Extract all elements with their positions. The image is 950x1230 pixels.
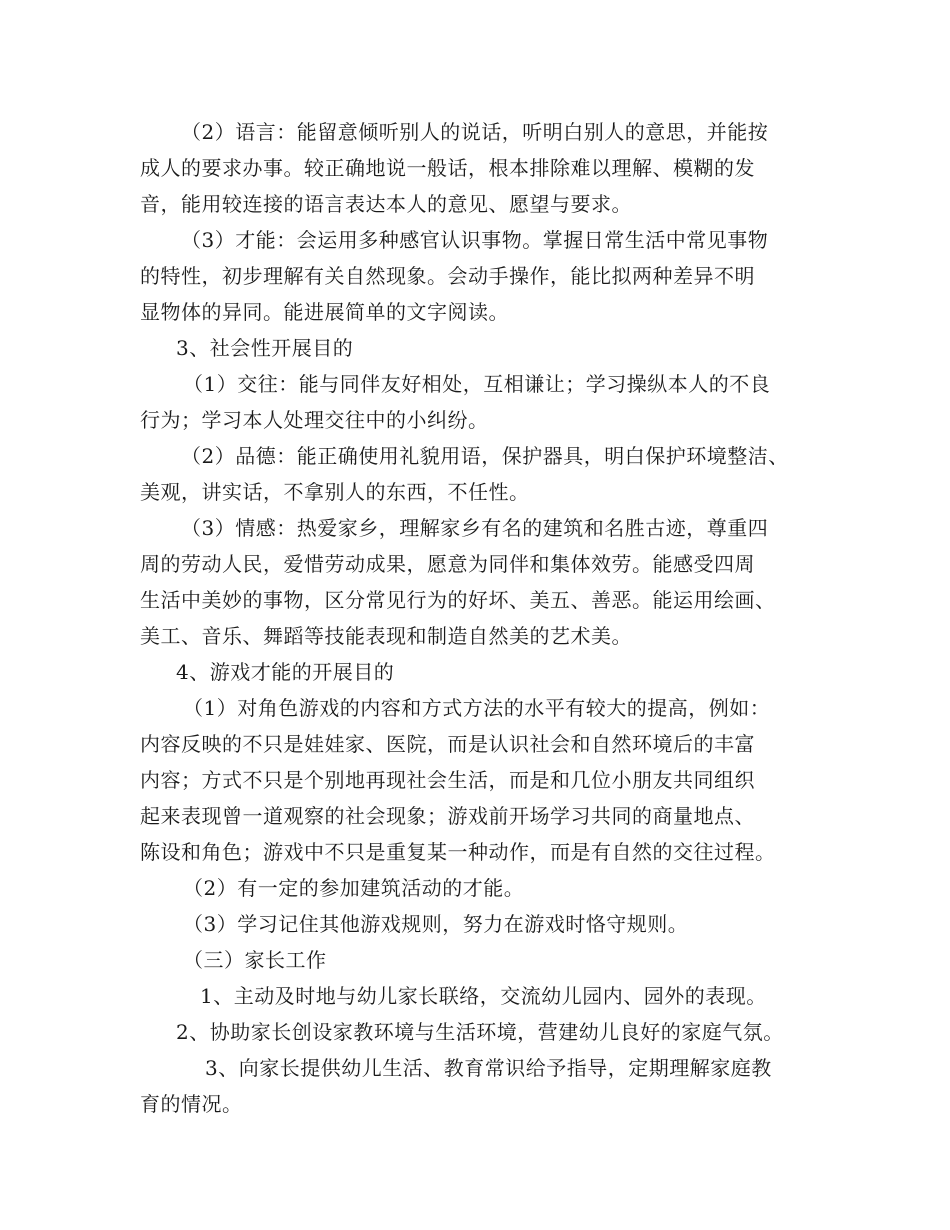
text-line: 周的劳动人民，爱惜劳动成果，愿意为同伴和集体效劳。能感受四周 (140, 552, 755, 576)
text-line: 2、协助家长创设家教环境与生活环境，营建幼儿良好的家庭气氛。 (176, 1020, 784, 1044)
text-line: 行为；学习本人处理交往中的小纠纷。 (140, 408, 489, 432)
text-line: 音，能用较连接的语言表达本人的意见、愿望与要求。 (140, 192, 632, 216)
section-heading: （三）家长工作 (183, 948, 327, 972)
text-line: （1）对角色游戏的内容和方式方法的水平有较大的提高，例如： (183, 696, 771, 720)
text-line: （2）语言：能留意倾听别人的说话，听明白别人的意思，并能按 (181, 120, 769, 144)
text-line: 的特性，初步理解有关自然现象。会动手操作，能比拟两种差异不明 (140, 264, 755, 288)
text-line: 起来表现曾一道观察的社会现象；游戏前开场学习共同的商量地点、 (140, 804, 755, 828)
text-line: 内容反映的不只是娃娃家、医院，而是认识社会和自然环境后的丰富 (140, 732, 755, 756)
text-line: 育的情况。 (140, 1092, 243, 1116)
text-line: 美工、音乐、舞蹈等技能表现和制造自然美的艺术美。 (140, 624, 632, 648)
text-line: （3）情感：热爱家乡，理解家乡有名的建筑和名胜古迹，尊重四 (181, 516, 769, 540)
text-line: 1、主动及时地与幼儿家长联络，交流幼儿园内、园外的表现。 (200, 984, 767, 1008)
text-line: 显物体的异同。能进展简单的文字阅读。 (140, 300, 509, 324)
section-heading: 3、社会性开展目的 (176, 336, 354, 360)
text-line: 生活中美妙的事物，区分常见行为的好坏、美五、善恶。能运用绘画、 (140, 588, 776, 612)
text-line: 美观，讲实话，不拿别人的东西，不任性。 (140, 480, 530, 504)
text-line: （3）才能：会运用多种感官认识事物。掌握日常生活中常见事物 (181, 228, 769, 252)
text-line: （1）交往：能与同伴友好相处，互相谦让；学习操纵本人的不良 (183, 372, 771, 396)
text-line: 内容；方式不只是个别地再现社会生活，而是和几位小朋友共同组织 (140, 768, 755, 792)
text-line: 陈设和角色；游戏中不只是重复某一种动作，而是有自然的交往过程。 (140, 840, 776, 864)
text-line: （3）学习记住其他游戏规则，努力在游戏时恪守规则。 (183, 912, 689, 936)
text-line: （2）有一定的参加建筑活动的才能。 (183, 876, 525, 900)
text-line: 3、向家长提供幼儿生活、教育常识给予指导，定期理解家庭教 (205, 1056, 772, 1080)
text-line: （2）品德：能正确使用礼貌用语，保护器具，明白保护环境整洁、 (181, 444, 789, 468)
section-heading: 4、游戏才能的开展目的 (176, 660, 395, 684)
text-line: 成人的要求办事。较正确地说一般话，根本排除难以理解、模糊的发 (140, 156, 755, 180)
